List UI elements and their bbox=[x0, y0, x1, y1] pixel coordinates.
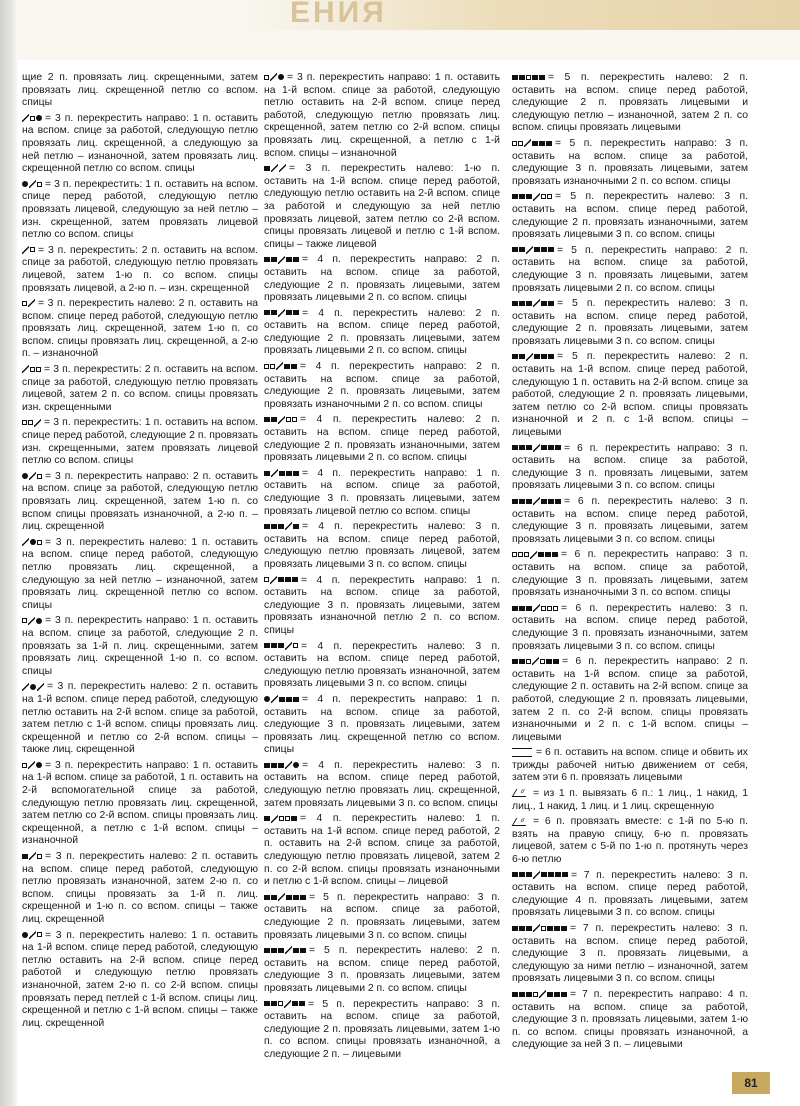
cable-instruction bbox=[512, 72, 748, 135]
instruction-text: = 5 п. перекрестить направо: 3 п. оставить на вспом. спице за работой, следующие 3 п. провязать лицевыми, затем провязать изнаночными 2 п. со вспом. спицы bbox=[512, 137, 748, 187]
instruction-text: = 3 п. перекрестить налево: 2 п. оставить на вспом. спице перед работой, следующую петлю провязать лиц. скрещенной, затем 1-ю п. со вспом. спицы провязать лиц. скрещенной, а 2-ю п. – изнаночной bbox=[22, 298, 258, 360]
instruction-text: = 7 п. перекрестить направо: 4 п. оставить на вспом. спице за работой, следующие 3 п. провязать лицевыми, затем 1-ю п. со вспом. спицы провязать изнаночной, а следующие за ней 3 п. – лицевыми bbox=[512, 988, 748, 1051]
chart-symbol-icon bbox=[264, 254, 300, 267]
cable-instruction bbox=[264, 254, 500, 304]
header-title: ЕНИЯ bbox=[290, 0, 387, 29]
cable-instruction bbox=[22, 930, 258, 1031]
chart-symbol-icon bbox=[264, 892, 307, 905]
cable-instruction bbox=[22, 851, 258, 927]
chart-symbol-icon: 6 bbox=[512, 788, 531, 801]
instruction-text: = 3 п. перекрестить: 2 п. оставить на вспом. спице за работой, следующую петлю провязать лицевой, затем 2 п. со вспом. спицы провязать изн. скрещенными bbox=[22, 364, 258, 413]
chart-symbol-icon bbox=[264, 945, 307, 958]
instruction-text: = 6 п. провязать вместе: с 1-й по 5-ю п. взять на правую спицу, 6-ю п. провязать лицевой, затем с 5-й по 1-ю п. протянуть через 6-ю петлю bbox=[512, 816, 748, 866]
cable-instruction bbox=[264, 760, 500, 810]
cable-instruction bbox=[22, 471, 258, 534]
instruction-text: = 3 п. перекрестить налево: 2 п. оставить на 1-й вспом. спице перед работой, следующую петлю оставить на 2-й вспом. спице за работой, затем петлю с 1-й вспом. спицы провязать лиц. скрещенной и петлю со 2-й вспом. спицы – также лиц. скрещенной bbox=[22, 681, 258, 756]
instruction-text: = 3 п. перекрестить: 1 п. оставить на вспом. спице перед работой, следующие 2 п. провязать изн. скрещенными, затем провязать лицевой петлю со вспом. спицы bbox=[22, 417, 258, 467]
cable-instruction bbox=[264, 163, 500, 251]
instruction-text: = 3 п. перекрестить: 2 п. оставить на вспом. спице за работой, следующую петлю провязать лицевой, затем 1-ю п. со вспом. спицы провязать лицевой, а 2-ю п. – изн. скрещенной bbox=[22, 244, 258, 294]
cable-instruction bbox=[22, 537, 258, 613]
instruction-text: = 6 п. перекрестить направо: 3 п. оставить на вспом. спице за работой, следующие 3 п. провязать лицевыми, затем провязать изнаночными 3 п. со вспом. спицы bbox=[512, 549, 748, 599]
cable-instruction bbox=[512, 923, 748, 986]
cable-instruction bbox=[264, 813, 500, 889]
instruction-text: = 4 п. перекрестить направо: 1 п. оставить на вспом. спице за работой, следующие 3 п. провязать лицевыми, затем провязать лицевой петлю со вспом. спицы bbox=[264, 467, 500, 517]
instruction-text: = 3 п. перекрестить: 1 п. оставить на вспом. спице перед работой, следующую петлю провязать лицевой, следующую за ней петлю – изн. скрещенной, затем провязать лицевой петлю со вспом. спицы bbox=[22, 178, 258, 241]
chart-symbol-icon bbox=[22, 851, 43, 864]
instruction-text: = 4 п. перекрестить налево: 3 п. оставить на вспом. спице перед работой, следующую петлю провязать изнаночной, затем провязать лицевыми 3 п. со вспом. спицы bbox=[264, 640, 500, 690]
instruction-text: = 5 п. перекрестить налево: 3 п. оставить на вспом. спице перед работой, следующие 2 п. провязать изнаночными, затем провязать лицевыми 3 п. со вспом. спицы bbox=[512, 191, 748, 241]
chart-symbol-icon bbox=[22, 615, 43, 628]
chart-symbol-icon bbox=[512, 245, 555, 258]
cable-instruction bbox=[264, 999, 500, 1062]
cable-instruction bbox=[22, 364, 258, 414]
instruction-text: = 6 п. перекрестить налево: 3 п. оставить на вспом. спице перед работой, следующие 3 п. провязать лицевыми, затем провязать лицевыми 3 п. со вспом. спицы bbox=[512, 496, 748, 545]
chart-symbol-icon bbox=[22, 417, 42, 430]
cable-instruction bbox=[512, 816, 748, 866]
chart-symbol-icon bbox=[512, 870, 569, 883]
instruction-text: = 4 п. перекрестить налево: 2 п. оставить на вспом. спице перед работой, следующие 2 п. провязать изнаночными, затем провязать лицевыми 2 п. со вспом. спицы bbox=[264, 414, 500, 464]
chart-symbol-icon: 6 bbox=[512, 816, 531, 829]
chart-symbol-icon bbox=[22, 537, 43, 550]
cable-instruction bbox=[22, 72, 258, 110]
cable-instruction bbox=[264, 521, 500, 571]
cable-instruction bbox=[22, 179, 258, 242]
chart-symbol-icon bbox=[512, 549, 559, 562]
instruction-text: = 3 п. перекрестить налево: 2 п. оставить на вспом. спице перед работой, следующую петлю провязать изнаночной, затем 2-ю п. со вспом. спицы провязать за 1-й п. лиц. скрещенной и 1-ю п. со вспом. спицы – также лиц. скрещенной bbox=[22, 851, 258, 925]
cable-instruction bbox=[512, 788, 748, 813]
page-number: 81 bbox=[732, 1072, 770, 1094]
instruction-text: = 3 п. перекрестить направо: 2 п. оставить на вспом. спице за работой, следующую петлю провязать лиц. скрещенной, затем 1-ю п. со вспом спицы провязать изнаночной, а 2-ю п. – лиц. скрещенной bbox=[22, 470, 258, 533]
cable-instruction bbox=[512, 603, 748, 653]
cable-instruction bbox=[512, 245, 748, 295]
chart-symbol-icon bbox=[512, 443, 562, 456]
chart-symbol-icon bbox=[264, 575, 299, 588]
instruction-text: = 3 п. перекрестить налево: 1 п. оставить на 1-й вспом. спице перед работой, следующую петлю оставить на 2-й вспом. спице перед работой и следующую петлю провязать изнаночной, затем 2-ю п. со 2-й вспом. спицы провязать перед петлей с 1-й вспом. спицы лиц. скрещенной и петлю с 1-й вспом. спицы – также лиц. скрещенной bbox=[22, 929, 258, 1029]
instruction-text: = 6 п. перекрестить направо: 3 п. оставить на вспом. спице за работой, следующие 3 п. провязать лицевыми, затем провязать лицевыми 3 п. со вспом. спицы bbox=[512, 442, 748, 492]
instruction-text: = 3 п. перекрестить направо: 1 п. оставить на вспом. спице за работой, следующие 2 п. провязать за 1-й п. лиц. скрещенными, затем провязать лиц. скрещенной 1-ю п. со вспом. спицы bbox=[22, 615, 258, 677]
cable-instruction bbox=[512, 298, 748, 348]
instruction-text: = 6 п. оставить на вспом. спице и обвить их трижды рабочей нитью движением от себя, затем эти 6 п. провязать лицевыми bbox=[512, 747, 748, 784]
cable-instruction bbox=[264, 414, 500, 464]
column-2 bbox=[264, 72, 500, 1065]
chart-symbol-icon bbox=[264, 813, 298, 826]
chart-symbol-icon bbox=[512, 138, 553, 151]
chart-symbol-icon bbox=[264, 641, 299, 654]
cable-instruction bbox=[264, 468, 500, 518]
cable-instruction bbox=[22, 298, 258, 361]
instruction-text: = 4 п. перекрестить направо: 2 п. оставить на вспом. спице за работой, следующие 2 п. провязать лицевыми, затем провязать изнаночными 2 п. со вспом. спицы bbox=[264, 361, 500, 410]
cable-instruction bbox=[264, 575, 500, 638]
chart-symbol-icon bbox=[22, 930, 43, 943]
instruction-text: = 3 п. перекрестить налево: 1-ю п. оставить на 1-й вспом. спице перед работой, следующую петлю оставить на 2-й вспом. спице за работой и следующую за ней петлю провязать лицевой, затем петлю со 2-й вспом. спицы провязать лицевой и петлю с 1-й вспом. спицы – также лицевой bbox=[264, 163, 500, 250]
chart-symbol-icon bbox=[22, 681, 45, 694]
cable-instruction bbox=[22, 245, 258, 295]
chart-symbol-icon bbox=[22, 245, 36, 258]
instruction-text: = 7 п. перекрестить налево: 3 п. оставить на вспом. спице перед работой, следующие 4 п. провязать лицевыми, затем провязать лицевыми 3 п. со вспом. спицы bbox=[512, 869, 748, 919]
chart-symbol-icon bbox=[512, 603, 559, 616]
cable-instruction bbox=[264, 308, 500, 358]
instruction-text: = 5 п. перекрестить направо: 3 п. оставить на вспом. спице за работой, следующие 2 п. провязать лицевыми, затем провязать лицевыми 3 п. со вспом. спицы bbox=[264, 891, 500, 941]
instruction-text: = 5 п. перекрестить направо: 3 п. оставить на вспом. спице за работой, следующие 2 п. провязать лицевыми, затем 1-ю п. со вспом. спицы провязать изнаночной, а следующие 2 п. – лицевыми bbox=[264, 998, 500, 1060]
chart-symbol-icon bbox=[22, 298, 36, 311]
cable-instruction bbox=[512, 351, 748, 439]
instruction-text: = 5 п. перекрестить налево: 2 п. оставить на вспом. спице перед работой, следующие 3 п. провязать лицевыми, затем провязать лицевыми 2 п. со вспом. спицы bbox=[264, 945, 500, 994]
cable-instruction bbox=[264, 694, 500, 757]
instruction-text: = 3 п. перекрестить налево: 1 п. оставить на вспом. спице перед работой, следующую петлю провязать лиц. скрещенной, а следующую за ней петлю – изнаночной, затем провязать лиц. скрещенной петлю со вспом. спицы bbox=[22, 536, 258, 611]
chart-symbol-icon bbox=[264, 72, 285, 85]
instruction-text: = 3 п. перекрестить направо: 1 п. оставить на 1-й вспом. спице за работой, 1 п. оставить на 2-й вспомогательной спице за работой, следующую петлю провязать лиц. скрещенной, затем петлю со 2-й вспом. спицы провязать лиц. скрещенной, а петлю с 1-й вспом. спицы – изнаночной bbox=[22, 759, 258, 847]
cable-instruction bbox=[264, 361, 500, 411]
chart-symbol-icon bbox=[512, 496, 562, 509]
cable-instruction bbox=[512, 496, 748, 546]
chart-symbol-icon bbox=[22, 179, 43, 192]
instruction-text: = 4 п. перекрестить налево: 2 п. оставить на вспом. спице перед работой, следующие 2 п. провязать лицевыми, затем провязать лицевыми 2 п. со вспом. спицы bbox=[264, 307, 500, 357]
cable-instruction bbox=[22, 760, 258, 848]
instruction-text: = 4 п. перекрестить налево: 3 п. оставить на вспом. спице перед работой, следующую петлю провязать лиц. скрещенной, затем провязать лицевыми 3 п. со вспом. спицы bbox=[264, 759, 500, 809]
cable-instruction bbox=[264, 72, 500, 160]
chart-symbol-icon bbox=[22, 760, 43, 773]
chart-symbol-icon bbox=[22, 113, 43, 126]
instruction-text: = 5 п. перекрестить направо: 2 п. оставить на вспом. спице за работой, следующие 3 п. провязать лицевыми, затем провязать лицевыми 2 п. со вспом. спицы bbox=[512, 244, 748, 294]
instruction-text: щие 2 п. провязать лиц. скрещенными, затем провязать лиц. скрещенной петлю со вспом. спицы bbox=[22, 72, 258, 109]
cable-instruction bbox=[512, 989, 748, 1052]
chart-symbol-icon bbox=[22, 364, 42, 377]
chart-symbol-icon bbox=[512, 656, 560, 669]
chart-symbol-icon bbox=[512, 747, 534, 760]
cable-instruction bbox=[512, 138, 748, 188]
column-3 bbox=[512, 72, 748, 1055]
chart-symbol-icon bbox=[264, 361, 298, 374]
instruction-text: = 4 п. перекрестить направо: 1 п. оставить на вспом. спице за работой, следующие 3 п. провязать лицевыми, затем провязать лиц. скрещенной петлю со вспом. спицы bbox=[264, 693, 500, 756]
chart-symbol-icon bbox=[512, 72, 546, 85]
chart-symbol-icon bbox=[264, 414, 298, 427]
chart-symbol-icon bbox=[264, 468, 300, 481]
instruction-text: = 6 п. перекрестить направо: 2 п. оставить на 1-й вспом. спице за работой, следующие 2 п. оставить на 2-й вспом. спице за работой, следующие 2 п. провязать лицевыми, затем 2 п. со 2-й вспом. спицы провязать изнаночными и 2 п. с 1-й вспом. спицы – лицевыми bbox=[512, 656, 748, 743]
cable-instruction bbox=[264, 892, 500, 942]
cable-instruction bbox=[512, 191, 748, 241]
cable-instruction bbox=[512, 443, 748, 493]
cable-instruction bbox=[512, 656, 748, 744]
instruction-text: = 5 п. перекрестить налево: 2 п. оставить на 1-й вспом. спице перед работой, следующую 1 п. оставить на 2-й вспом. спице за работой, следующие 2 п. провязать лицевыми, затем петлю со 2-й вспом. спицы провязать изнаночной и 2 п. с 1-й вспом. спицы – лицевыми bbox=[512, 351, 748, 439]
instruction-text: = 5 п. перекрестить налево: 3 п. оставить на вспом. спице перед работой, следующие 2 п. провязать лицевыми, затем провязать лицевыми 3 п. со вспом. спицы bbox=[512, 298, 748, 347]
instruction-text: = из 1 п. вывязать 6 п.: 1 лиц., 1 накид, 1 лиц., 1 накид, 1 лиц. и 1 лиц. скрещенную bbox=[512, 788, 748, 812]
cable-instruction bbox=[512, 549, 748, 599]
instruction-text: = 3 п. перекрестить направо: 1 п. оставить на вспом. спице за работой, следующую петлю провязать лиц. скрещенной, а следующую за ней петлю – изнаночной, затем провязать лиц. скрещенной петлю со вспом. спицы bbox=[22, 112, 258, 175]
instruction-text: = 4 п. перекрестить направо: 1 п. оставить на вспом. спице за работой, следующие 3 п. провязать лицевыми, затем провязать изнаночной петлю 2 п. со вспом. спицы bbox=[264, 574, 500, 636]
chart-symbol-icon bbox=[264, 163, 287, 176]
chart-symbol-icon bbox=[264, 694, 300, 707]
instruction-text: = 3 п. перекрестить направо: 1 п. оставить на 1-й вспом. спице за работой, следующую петлю оставить на 2-й вспом. спице перед работой, следующую петлю провязать лиц. скрещенной, затем петлю со 2-й вспом. спицы провязать лиц. скрещенной, а петлю с 1-й вспом. спицы – изнаночной bbox=[264, 72, 500, 159]
chart-symbol-icon bbox=[512, 191, 553, 204]
instruction-text: = 7 п. перекрестить налево: 3 п. оставить на вспом. спице перед работой, следующие 3 п. провязать лицевыми, а следующую за ними петлю – изнаночной, затем провязать лицевыми 3 п. со вспом. спицы bbox=[512, 923, 748, 985]
column-1 bbox=[22, 72, 258, 1033]
instruction-text: = 6 п. перекрестить налево: 3 п. оставить на вспом. спице перед работой, следующие 3 п. провязать изнаночными, затем провязать лицевыми 3 п. со вспом. спицы bbox=[512, 602, 748, 652]
chart-symbol-icon bbox=[512, 351, 555, 364]
chart-symbol-icon bbox=[264, 999, 306, 1012]
cable-instruction bbox=[512, 870, 748, 920]
instruction-text: = 4 п. перекрестить налево: 1 п. оставить на 1-й вспом. спице перед работой, 2 п. оставить на 2-й вспом. спице за работой, следующую петлю провязать лицевой, затем 2 п. со 2-й вспом. спицы провязать изнаночными и петлю с 1-й вспом. спицы – лицевой bbox=[264, 813, 500, 888]
cable-instruction bbox=[22, 417, 258, 467]
chart-symbol-icon bbox=[264, 760, 300, 773]
chart-symbol-icon bbox=[512, 298, 555, 311]
chart-symbol-icon bbox=[264, 308, 300, 321]
instruction-text: = 4 п. перекрестить налево: 3 п. оставить на вспом. спице перед работой, следующую петлю провязать лицевой, затем провязать лицевыми 3 п. со вспом. спицы bbox=[264, 521, 500, 570]
chart-symbol-icon bbox=[512, 923, 568, 936]
page-header bbox=[18, 0, 800, 60]
instruction-text: = 4 п. перекрестить направо: 2 п. оставить на вспом. спице за работой, следующие 2 п. провязать лицевыми, затем провязать лицевыми 2 п. со вспом. спицы bbox=[264, 254, 500, 304]
cable-instruction bbox=[512, 747, 748, 785]
chart-symbol-icon bbox=[512, 989, 568, 1002]
cable-instruction bbox=[22, 113, 258, 176]
chart-symbol-icon bbox=[22, 471, 43, 484]
book-spine bbox=[0, 0, 18, 1106]
cable-instruction bbox=[264, 641, 500, 691]
cable-instruction bbox=[22, 615, 258, 678]
cable-instruction bbox=[22, 681, 258, 757]
chart-symbol-icon bbox=[264, 521, 300, 534]
cable-instruction bbox=[264, 945, 500, 995]
instruction-text: = 5 п. перекрестить налево: 2 п. оставить на вспом. спице перед работой, следующие 2 п. провязать лицевыми и следующую петлю – изнаночной, затем 2 п. со вспом. спицы провязать лицевыми bbox=[512, 72, 748, 134]
